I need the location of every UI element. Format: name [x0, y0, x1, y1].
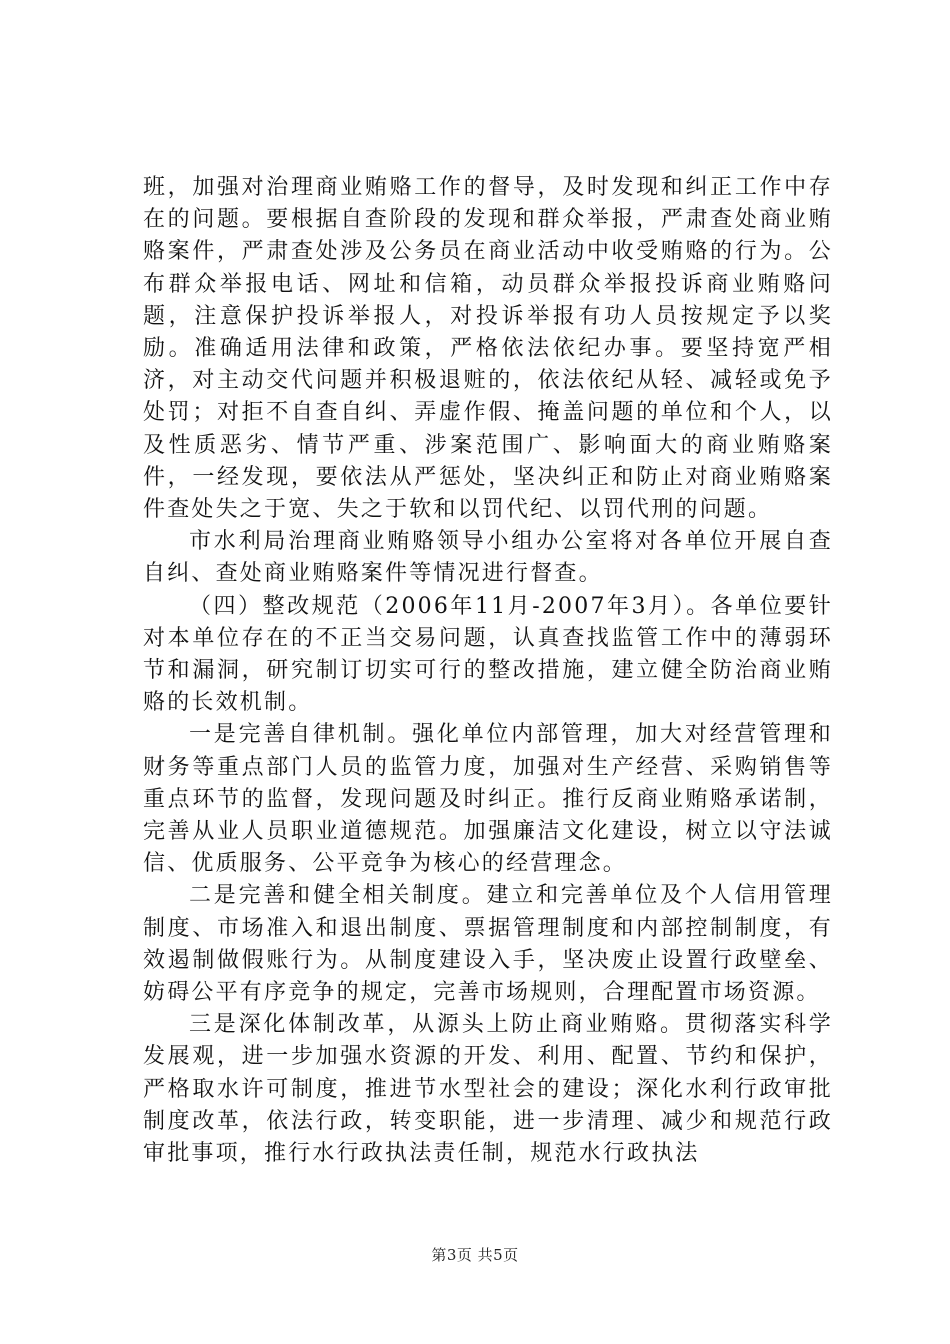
paragraph-4: 一是完善自律机制。强化单位内部管理，加大对经营管理和财务等重点部门人员的监管力度，加强对生产经营、采购销售等重点环节的监督，发现问题及时纠正。推行反商业贿赂承诺制，完善从业人员职业道德规范。加强廉洁文化建设，树立以守法诚信、优质服务、公平竞争为核心的经营理念。 — [143, 722, 833, 877]
page-number-label: 第3页 共5页 — [431, 1246, 519, 1264]
paragraph-5: 二是完善和健全相关制度。建立和完善单位及个人信用管理制度、市场准入和退出制度、票据管理制度和内部控制制度，有效遏制做假账行为。从制度建设入手，坚决废止设置行政壁垒、妨碍公平有序竞争的规定，完善市场规则，合理配置市场资源。 — [143, 883, 833, 1006]
paragraph-6: 三是深化体制改革，从源头上防止商业贿赂。贯彻落实科学发展观，进一步加强水资源的开发、利用、配置、节约和保护，严格取水许可制度，推进节水型社会的建设；深化水利行政审批制度改革，依法行政，转变职能，进一步清理、减少和规范行政审批事项，推行水行政执法责任制，规范水行政执法 — [143, 1012, 833, 1167]
page-footer — [0, 1244, 950, 1265]
paragraph-2: 市水利局治理商业贿赂领导小组办公室将对各单位开展自查自纠、查处商业贿赂案件等情况进行督查。 — [143, 529, 833, 587]
paragraph-3: （四）整改规范（2006年11月-2007年3月）。各单位要针对本单位存在的不正当交易问题，认真查找监管工作中的薄弱环节和漏洞，研究制订切实可行的整改措施，建立健全防治商业贿赂的长效机制。 — [143, 593, 833, 716]
document-body — [143, 172, 833, 1170]
paragraph-1: 班，加强对治理商业贿赂工作的督导，及时发现和纠正工作中存在的问题。要根据自查阶段的发现和群众举报，严肃查处商业贿赂案件，严肃查处涉及公务员在商业活动中收受贿赂的行为。公布群众举报电话、网址和信箱，动员群众举报投诉商业贿赂问题，注意保护投诉举报人，对投诉举报有功人员按规定予以奖励。准确适用法律和政策，严格依法依纪办事。要坚持宽严相济，对主动交代问题并积极退赃的，依法依纪从轻、减轻或免予处罚；对拒不自查自纠、弄虚作假、掩盖问题的单位和个人，以及性质恶劣、情节严重、涉案范围广、影响面大的商业贿赂案件，一经发现，要依法从严惩处，坚决纠正和防止对商业贿赂案件查处失之于宽、失之于软和以罚代纪、以罚代刑的问题。 — [143, 175, 833, 523]
